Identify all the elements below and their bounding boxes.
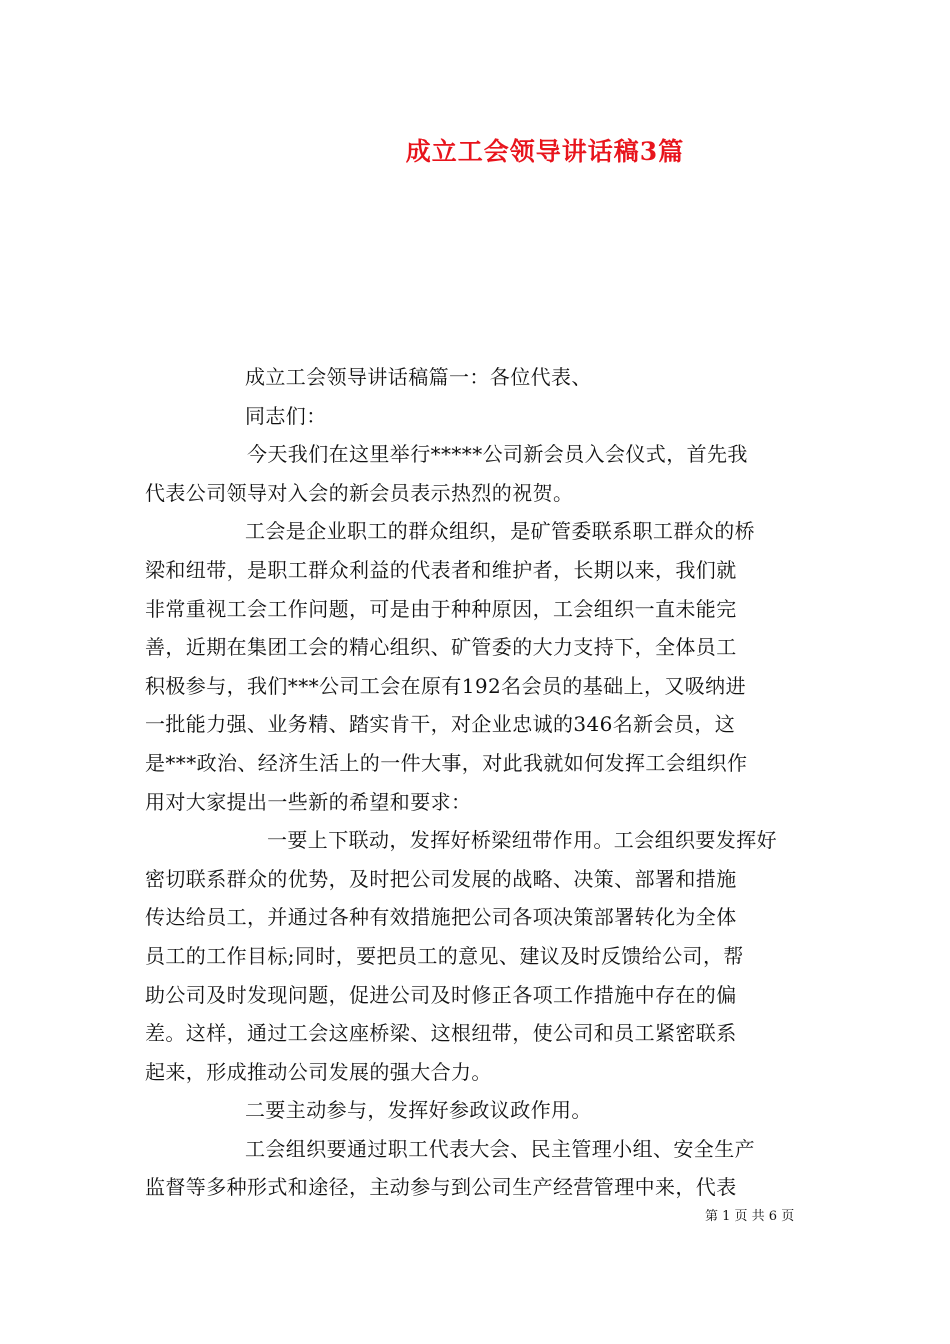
text-line: 积极参与，我们***公司工会在原有192名会员的基础上，又吸纳进: [145, 673, 746, 698]
text-line: 今天我们在这里举行*****公司新会员入会仪式，首先我: [247, 442, 748, 467]
document-title: 成立工会领导讲话稿3篇: [405, 137, 685, 166]
text-line: 梁和纽带，是职工群众利益的代表者和维护者，长期以来，我们就: [145, 557, 737, 582]
text-line: 非常重视工会工作问题，可是由于种种原因，工会组织一直未能完: [145, 596, 737, 621]
text-line: 差。这样，通过工会这座桥梁、这根纽带，使公司和员工紧密联系: [145, 1021, 737, 1046]
text-line: 一批能力强、业务精、踏实肯干，对企业忠诚的346名新会员，这: [145, 712, 736, 737]
text-line: 代表公司领导对入会的新会员表示热烈的祝贺。: [145, 480, 574, 505]
page-number: 第 1 页 共 6 页: [705, 1209, 795, 1224]
text-line: 起来，形成推动公司发展的强大合力。: [145, 1059, 492, 1084]
text-line: 二要主动参与，发挥好参政议政作用。: [245, 1098, 592, 1123]
text-line: 监督等多种形式和途径，主动参与到公司生产经营管理中来，代表: [145, 1175, 737, 1200]
text-line: 传达给员工，并通过各种有效措施把公司各项决策部署转化为全体: [145, 905, 737, 930]
text-line: 成立工会领导讲话稿篇一：各位代表、: [245, 365, 592, 389]
text-line: 密切联系群众的优势，及时把公司发展的战略、决策、部署和措施: [145, 866, 737, 891]
text-line: 一要上下联动，发挥好桥梁纽带作用。工会组织要发挥好: [267, 828, 777, 853]
text-line: 善，近期在集团工会的精心组织、矿管委的大力支持下，全体员工: [145, 635, 737, 660]
text-line: 员工的工作目标;同时，要把员工的意见、建议及时反馈给公司，帮: [145, 943, 744, 968]
text-line: 工会组织要通过职工代表大会、民主管理小组、安全生产: [245, 1136, 755, 1161]
text-line: 用对大家提出一些新的希望和要求：: [145, 789, 472, 814]
text-line: 工会是企业职工的群众组织，是矿管委联系职工群众的桥: [245, 519, 755, 544]
text-line: 助公司及时发现问题，促进公司及时修正各项工作措施中存在的偏: [145, 982, 737, 1007]
text-line: 同志们：: [245, 403, 327, 428]
text-line: 是***政治、经济生活上的一件大事，对此我就如何发挥工会组织作: [145, 750, 748, 775]
document-body: [145, 358, 807, 1207]
